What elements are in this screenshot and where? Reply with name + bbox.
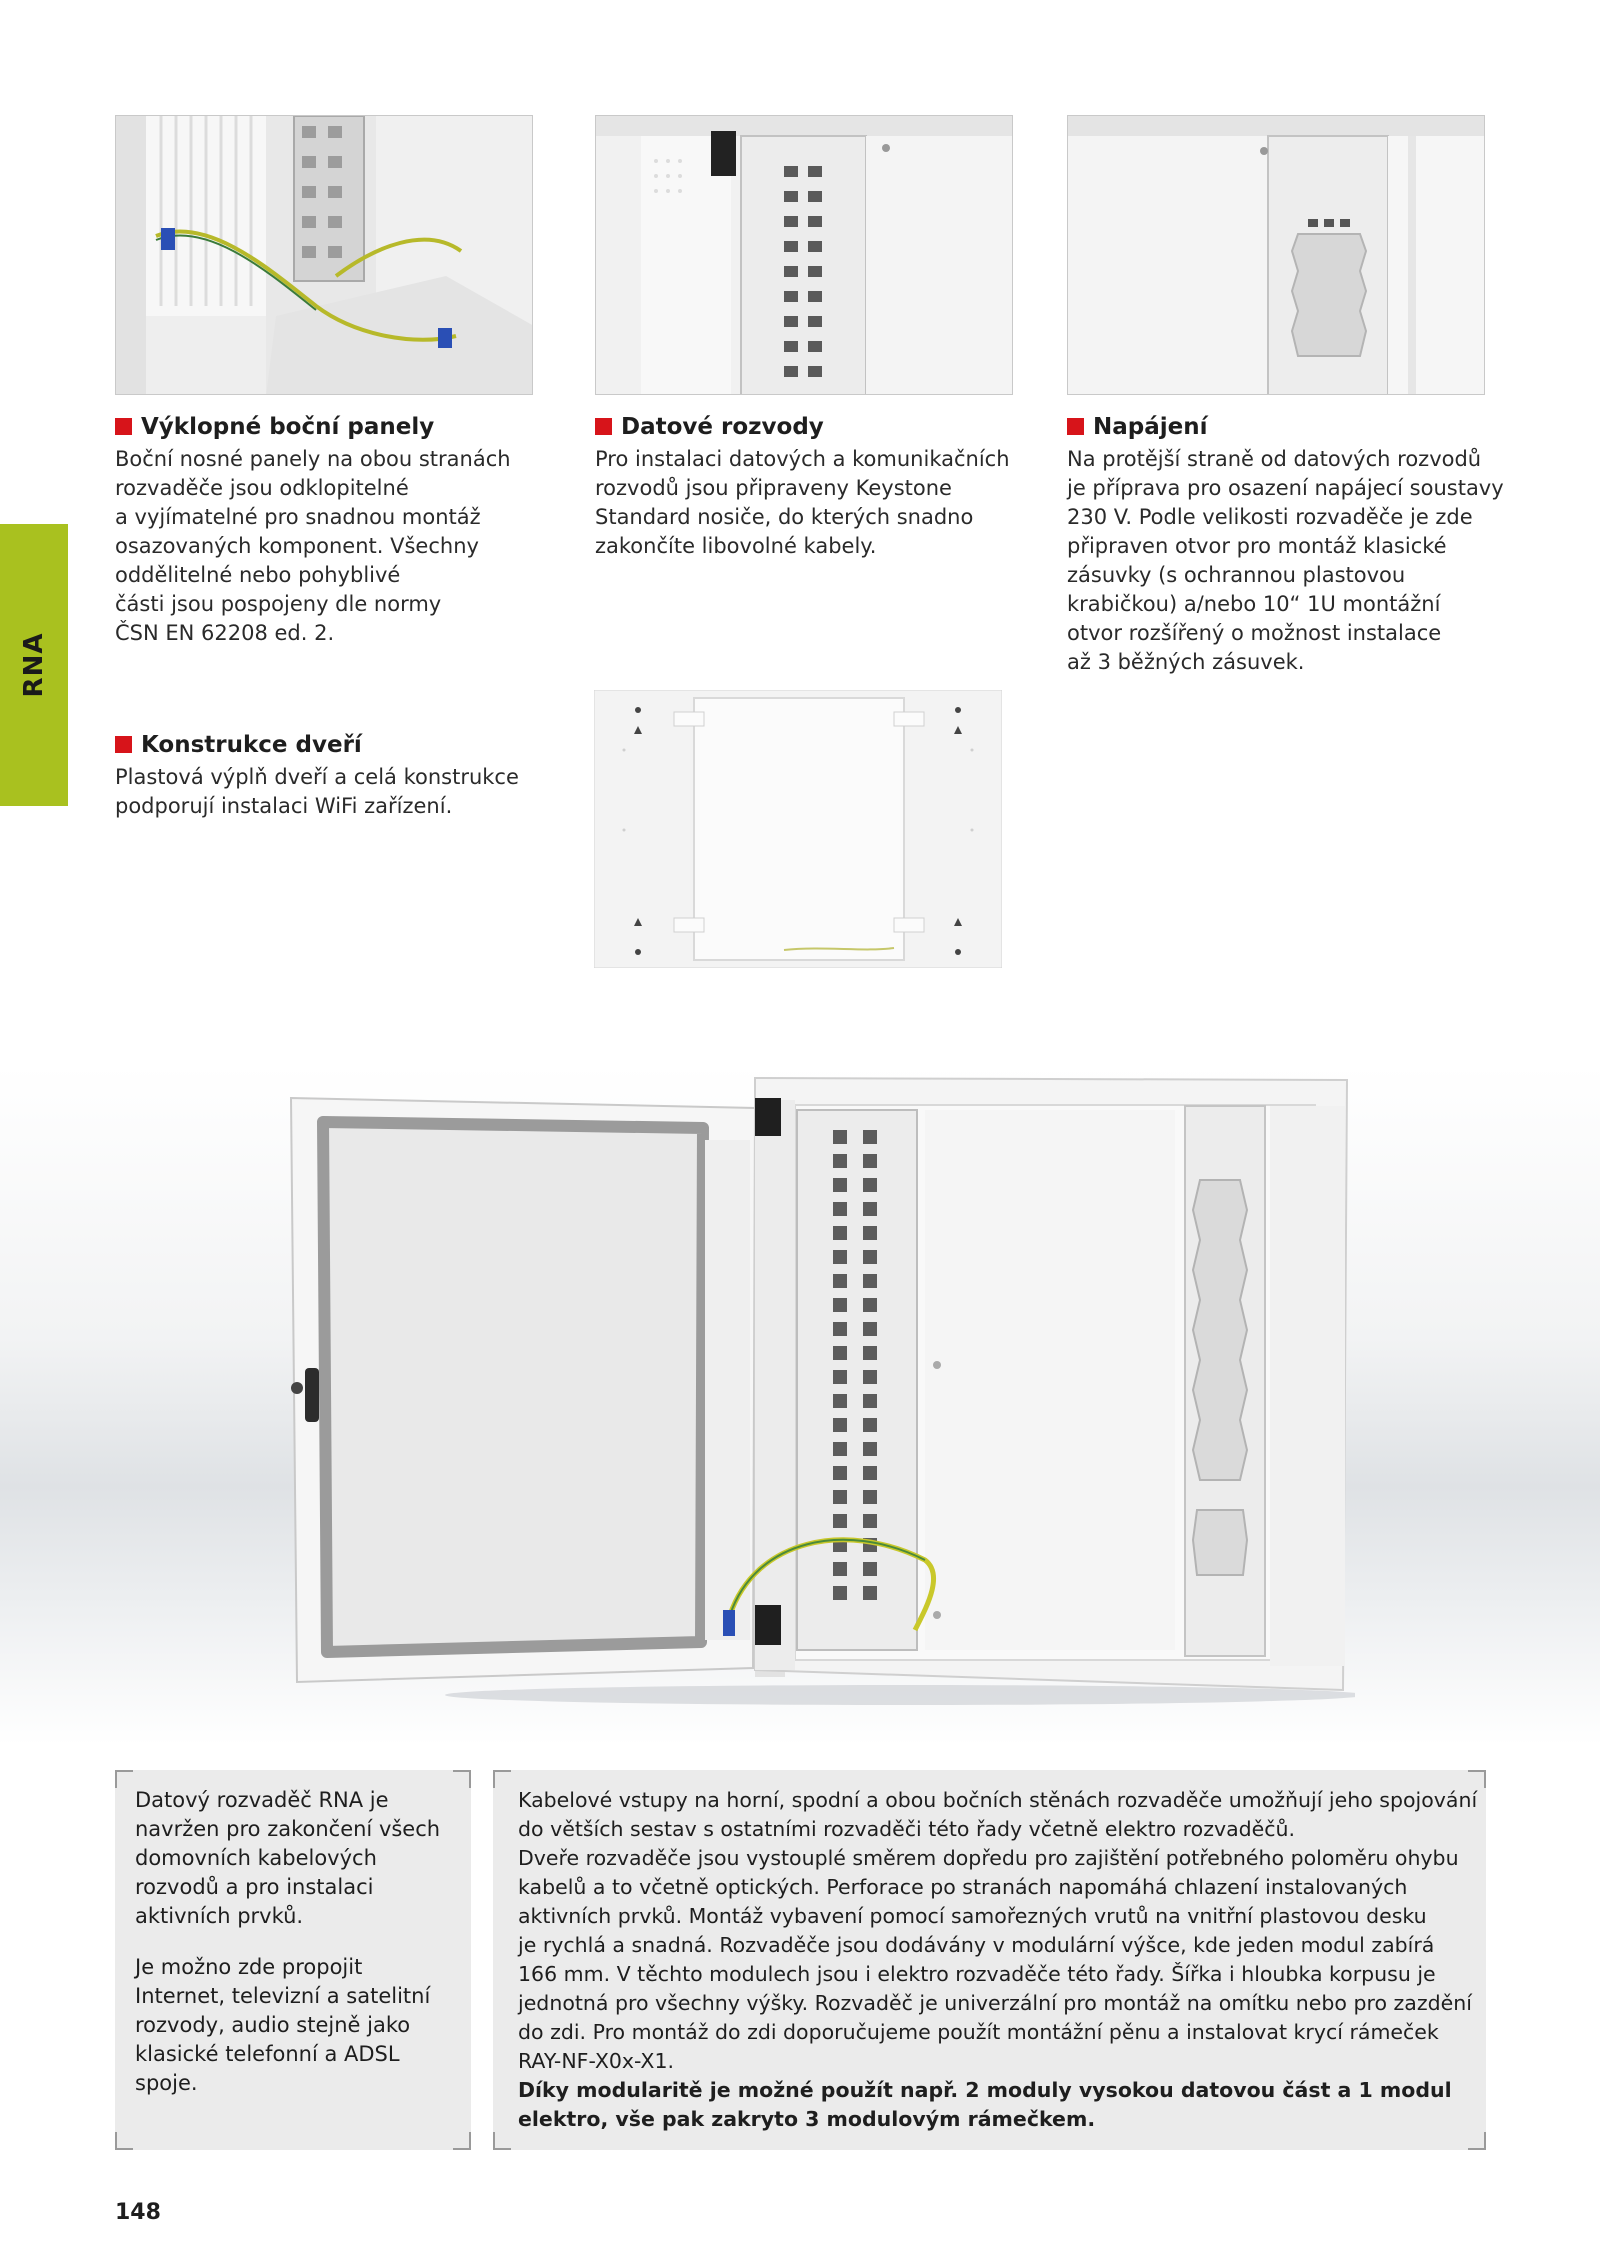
bullet-square-icon [595,418,612,435]
info-right-emphasis-1: Díky modularitě je možné použít např. 2 moduly vysokou datovou část a 1 modul [518,2078,1452,2102]
photo-data-distribution [595,115,1013,395]
info-left-paragraph-2: Je možno zde propojit Internet, televizní a satelitní rozvody, audio stejně jako klasické telefonní a ADSL spoje. [135,1955,431,2095]
feature-title-door: Konstrukce dveří [115,732,362,758]
page-number: 148 [115,2200,161,2225]
photo-power [1067,115,1485,395]
hero-cabinet-image [285,1070,1355,1710]
section-tab [0,524,68,806]
feature-text-door: Plastová výplň dveří a celá konstrukce podporují instalaci WiFi zařízení. [115,765,519,818]
feature-title-side-panels: Výklopné boční panely [115,414,434,440]
photo-door [594,690,1002,968]
bullet-square-icon [1067,418,1084,435]
feature-title-data-distribution: Datové rozvody [595,414,824,440]
feature-text-data-distribution: Pro instalaci datových a komunikačních rozvodů jsou připraveny Keystone Standard nosiče, do kterých snadno zakončíte libovolné kabely. [595,447,1010,558]
info-right-text: Kabelové vstupy na horní, spodní a obou bočních stěnách rozvaděče umožňují jeho spojování do větších sestav s ostatními rozvaděči této řady včetně elektro rozvaděčů. Dveře rozvaděče jsou vystouplé směrem dopředu pro zajištění potřebného poloměru ohybu kabelů a to včetně optických. Perforace po stranách napomáhá chlazení instalovaných aktivních prvků. Montáž vybavení pomocí samořezných vrutů na vnitřní plastovou desku je rychlá a snadná. Rozvaděče jsou dodávány v modulární výšce, kde jeden modul zabírá 166 mm. V těchto modulech jsou i elektro rozvaděče této řady. Šířka i hloubka korpusu je jednotná pro všechny výšky. Rozvaděč je univerzální pro montáž na omítku nebo pro zazdění do zdi. Pro montáž do zdi doporučujeme použít montážní pěnu a instalovat krycí rámeček RAY-NF-X0x-X1. Díky modularitě je možné použít např. 2 moduly vysokou datovou část a 1 modul elektro, vše pak zakryto 3 modulovým rámečkem. [518,1786,1478,2134]
feature-text-power: Na protější straně od datových rozvodů je příprava pro osazení napájecí soustavy 230 V. Podle velikosti rozvaděče je zde připraven otvor pro montáž klasické zásuvky (s ochrannou plastovou krabičkou) a/nebo 10“ 1U montážní otvor rozšířený o možnost instalace až 3 běžných zásuvek. [1067,447,1504,674]
info-left-paragraph-1: Datový rozvaděč RNA je navržen pro zakončení všech domovních kabelových rozvodů a pro instalaci aktivních prvků. [135,1788,441,1928]
feature-text-side-panels: Boční nosné panely na obou stranách rozvaděče jsou odklopitelné a vyjímatelné pro snadnou montáž osazovaných komponent. Všechny oddělitelné nebo pohyblivé části jsou pospojeny dle normy ČSN EN 62208 ed. 2. [115,447,511,645]
section-tab-label: RNA [19,632,49,698]
feature-title-power: Napájení [1067,414,1208,440]
photo-side-panels [115,115,533,395]
bullet-square-icon [115,418,132,435]
info-right-emphasis-2: elektro, vše pak zakryto 3 modulovým rámečkem. [518,2107,1096,2131]
bullet-square-icon [115,736,132,753]
info-box-right [493,1770,1486,2150]
info-box-left [115,1770,471,2150]
